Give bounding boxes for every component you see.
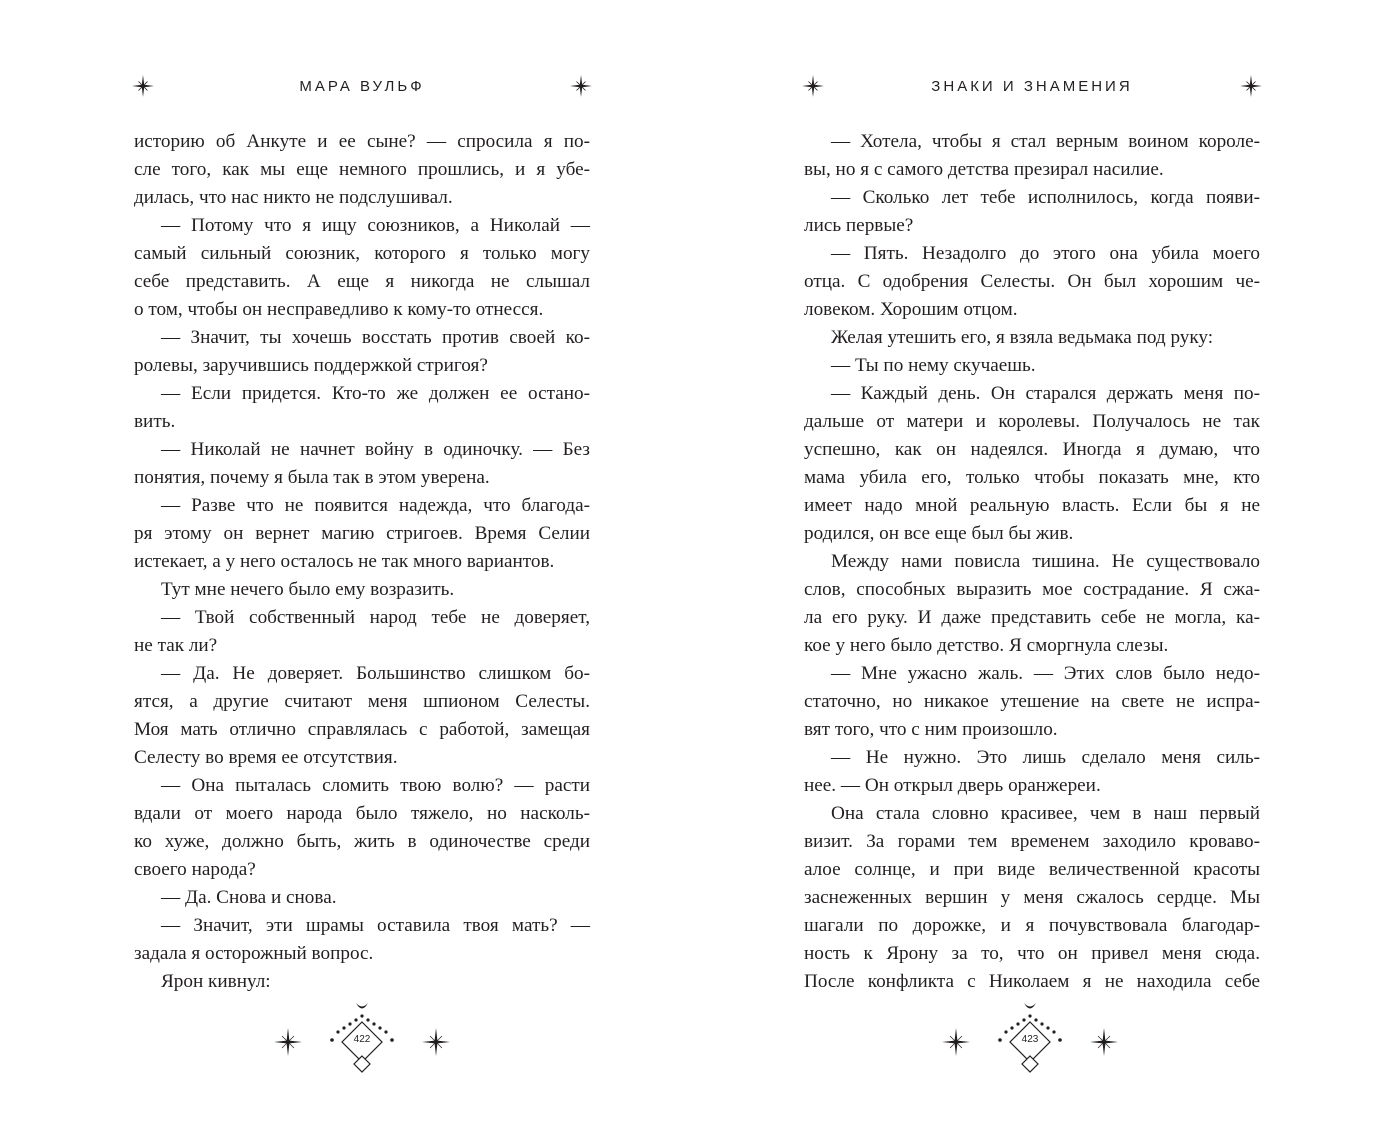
text-line: задала я осторожный вопрос. bbox=[134, 943, 374, 964]
folio-right bbox=[910, 1000, 1150, 1080]
text-line: вят того, что с ним произошло. bbox=[804, 719, 1058, 740]
text-line: — Да. Не доверяет. Большинство слишком бо- bbox=[161, 663, 590, 684]
text-line: нее. — Он открыл дверь оранжереи. bbox=[804, 775, 1101, 796]
text-line: алое солнце, и при виде величественной красоты bbox=[804, 859, 1260, 880]
text-line: понятия, почему я была так в этом уверена. bbox=[134, 467, 490, 488]
body-text-right bbox=[804, 128, 1260, 996]
text-line: о том, чтобы он несправедливо к кому-то отнесся. bbox=[134, 299, 544, 320]
text-line: вить. bbox=[134, 411, 176, 432]
four-point-star-icon bbox=[1090, 1028, 1118, 1056]
text-line: Селесту во время ее отсутствия. bbox=[134, 747, 398, 768]
page-number: 422 bbox=[353, 1034, 371, 1045]
four-point-star-icon bbox=[570, 75, 592, 97]
folio-left bbox=[242, 1000, 482, 1080]
text-line: Моя мать отлично справлялась с работой, замещая bbox=[134, 719, 590, 740]
text-line: мама убила его, только чтобы показать мне, кто bbox=[804, 467, 1260, 488]
text-line: — Сколько лет тебе исполнилось, когда появи- bbox=[831, 187, 1260, 208]
text-line: имеет надо мной реальную власть. Если бы я не bbox=[804, 495, 1260, 516]
text-line: лись первые? bbox=[804, 215, 914, 236]
text-line: визит. За горами тем временем заходило кроваво- bbox=[804, 831, 1260, 852]
text-line: — Николай не начнет войну в одиночку. — Без bbox=[161, 439, 590, 460]
text-line: — Пять. Незадолго до этого она убила моего bbox=[831, 243, 1260, 264]
text-line: шагали по дорожке, и я почувствовала благодар- bbox=[804, 915, 1260, 936]
text-line: Между нами повисла тишина. Не существовало bbox=[831, 551, 1260, 572]
text-line: слов, способных выразить мое сострадание. Я сжа- bbox=[804, 579, 1260, 600]
page-number: 423 bbox=[1021, 1034, 1039, 1045]
text-line: родился, он все еще был бы жив. bbox=[804, 523, 1074, 544]
text-line: историю об Анкуте и ее сыне? — спросила я по- bbox=[134, 131, 590, 152]
text-line: заснеженных вершин у меня сжалось сердце. Мы bbox=[804, 887, 1260, 908]
text-line: вы, но я с самого детства презирал насилие. bbox=[804, 159, 1164, 180]
body-text-left bbox=[134, 128, 590, 996]
text-line: ко хуже, должно быть, жить в одиночестве среди bbox=[134, 831, 590, 852]
text-line: своего народа? bbox=[134, 859, 256, 880]
four-point-star-icon bbox=[422, 1028, 450, 1056]
text-line: самый сильный союзник, которого я только могу bbox=[134, 243, 590, 264]
four-point-star-icon bbox=[132, 75, 154, 97]
text-line: — Значит, ты хочешь восстать против своей ко- bbox=[161, 327, 590, 348]
text-line: ря этому он вернет магию стригоев. Время Селии bbox=[134, 523, 590, 544]
four-point-star-icon bbox=[942, 1028, 970, 1056]
running-head-right bbox=[804, 72, 1260, 100]
text-line: ятся, а другие считают меня шпионом Селесты. bbox=[134, 691, 590, 712]
book-title: ЗНАКИ И ЗНАМЕНИЯ bbox=[931, 77, 1133, 95]
text-line: — Да. Снова и снова. bbox=[161, 887, 337, 908]
text-line: не так ли? bbox=[134, 635, 218, 656]
right-page bbox=[697, 0, 1394, 1125]
text-line: истекает, а у него осталось не так много вариантов. bbox=[134, 551, 555, 572]
text-line: — Если придется. Кто-то же должен ее остано- bbox=[161, 383, 590, 404]
text-line: Она стала словно красивее, чем в наш первый bbox=[831, 803, 1260, 824]
four-point-star-icon bbox=[274, 1028, 302, 1056]
text-line: статочно, но никакое утешение на свете не испра- bbox=[804, 691, 1260, 712]
text-line: — Хотела, чтобы я стал верным воином короле- bbox=[831, 131, 1260, 152]
text-line: Тут мне нечего было ему возразить. bbox=[161, 579, 455, 600]
text-line: ла его руку. И даже представить себе не могла, ка- bbox=[804, 607, 1260, 628]
text-line: успешно, как он надеялся. Иногда я думаю, что bbox=[804, 439, 1260, 460]
text-line: дилась, что нас никто не подслушивал. bbox=[134, 187, 453, 208]
text-line: себе представить. А еще я никогда не слышал bbox=[134, 271, 590, 292]
text-line: — Твой собственный народ тебе не доверяет, bbox=[161, 607, 590, 628]
text-line: Желая утешить его, я взяла ведьмака под руку: bbox=[831, 327, 1214, 348]
text-line: — Разве что не появится надежда, что благода- bbox=[161, 495, 590, 516]
four-point-star-icon bbox=[1240, 75, 1262, 97]
text-line: — Потому что я ищу союзников, а Николай — bbox=[161, 215, 590, 236]
text-line: ролевы, заручившись поддержкой стригоя? bbox=[134, 355, 488, 376]
text-line: кое у него было детство. Я сморгнула слезы. bbox=[804, 635, 1169, 656]
text-line: — Она пыталась сломить твою волю? — расти bbox=[161, 775, 590, 796]
text-line: Ярон кивнул: bbox=[161, 971, 271, 992]
text-line: ловеком. Хорошим отцом. bbox=[804, 299, 1018, 320]
text-line: После конфликта с Николаем я не находила себе bbox=[804, 971, 1260, 992]
text-line: — Значит, эти шрамы оставила твоя мать? — bbox=[161, 915, 590, 936]
author-name: МАРА ВУЛЬФ bbox=[299, 77, 425, 95]
text-line: вдали от моего народа было тяжело, но насколь- bbox=[134, 803, 590, 824]
text-line: — Мне ужасно жаль. — Этих слов было недо- bbox=[831, 663, 1260, 684]
text-line: — Каждый день. Он старался держать меня по- bbox=[831, 383, 1260, 404]
text-line: сле того, как мы еще немного прошлись, и я убе- bbox=[134, 159, 590, 180]
text-line: отца. С одобрения Селесты. Он был хорошим че- bbox=[804, 271, 1260, 292]
text-line: — Не нужно. Это лишь сделало меня силь- bbox=[831, 747, 1260, 768]
text-line: — Ты по нему скучаешь. bbox=[831, 355, 1036, 376]
text-line: ность к Ярону за то, что он привел меня сюда. bbox=[804, 943, 1260, 964]
running-head-left bbox=[134, 72, 590, 100]
text-line: дальше от матери и королевы. Получалось не так bbox=[804, 411, 1260, 432]
four-point-star-icon bbox=[802, 75, 824, 97]
